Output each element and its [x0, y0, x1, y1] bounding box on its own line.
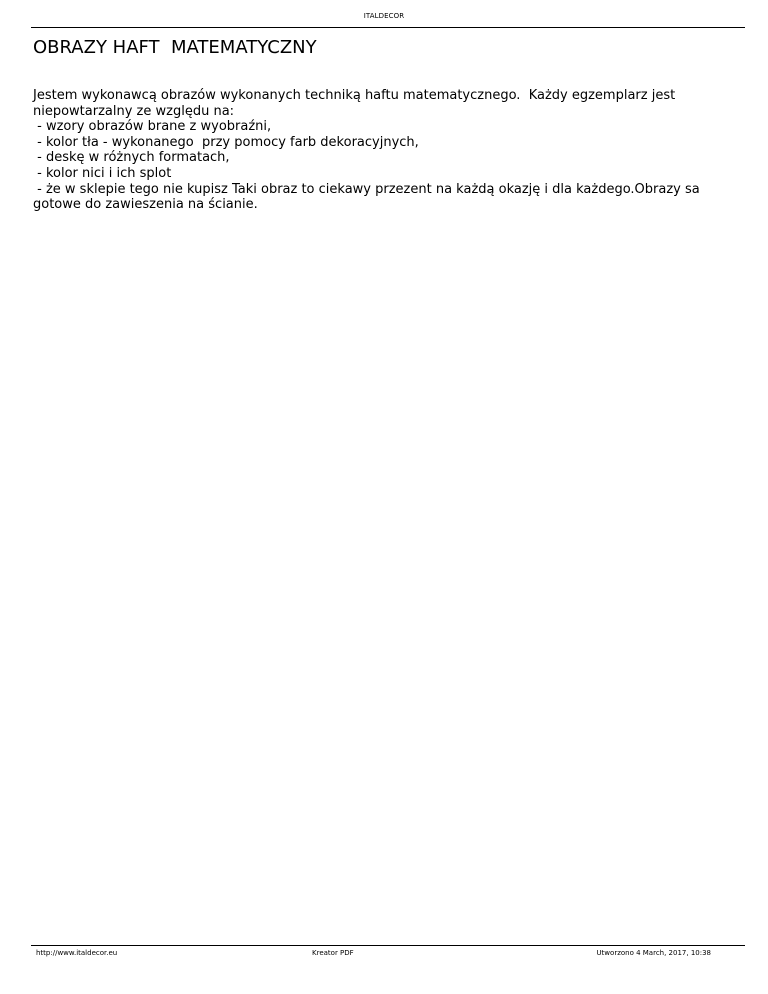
- body-line: - kolor nici i ich splot: [33, 165, 172, 181]
- footer-created-date: Utworzono 4 March, 2017, 10:38: [596, 949, 711, 957]
- footer-generator: Kreator PDF: [312, 949, 354, 957]
- body-line: - wzory obrazów brane z wyobraźni,: [33, 119, 272, 135]
- footer-url: http://www.italdecor.eu: [36, 949, 118, 957]
- page-header-site-name: ITALDECOR: [363, 12, 405, 20]
- body-line: Jestem wykonawcą obrazów wykonanych techniką haftu matematycznego. Każdy egzemplarz jest: [33, 88, 676, 103]
- body-line: gotowe do zawieszenia na ścianie.: [33, 197, 258, 213]
- body-line: - że w sklepie tego nie kupisz Taki obraz to ciekawy przezent na każdą okazję i dla każdego.Obrazy sa: [33, 181, 700, 197]
- footer-divider: [31, 945, 745, 946]
- body-line: - kolor tła - wykonanego przy pomocy farb dekoracyjnych,: [33, 134, 419, 150]
- article-body: [33, 88, 723, 213]
- header-divider: [31, 27, 745, 28]
- body-line: - deskę w różnych formatach,: [33, 150, 230, 166]
- page-title: OBRAZY HAFT MATEMATYCZNY: [33, 37, 317, 58]
- body-line: niepowtarzalny ze względu na:: [33, 103, 235, 119]
